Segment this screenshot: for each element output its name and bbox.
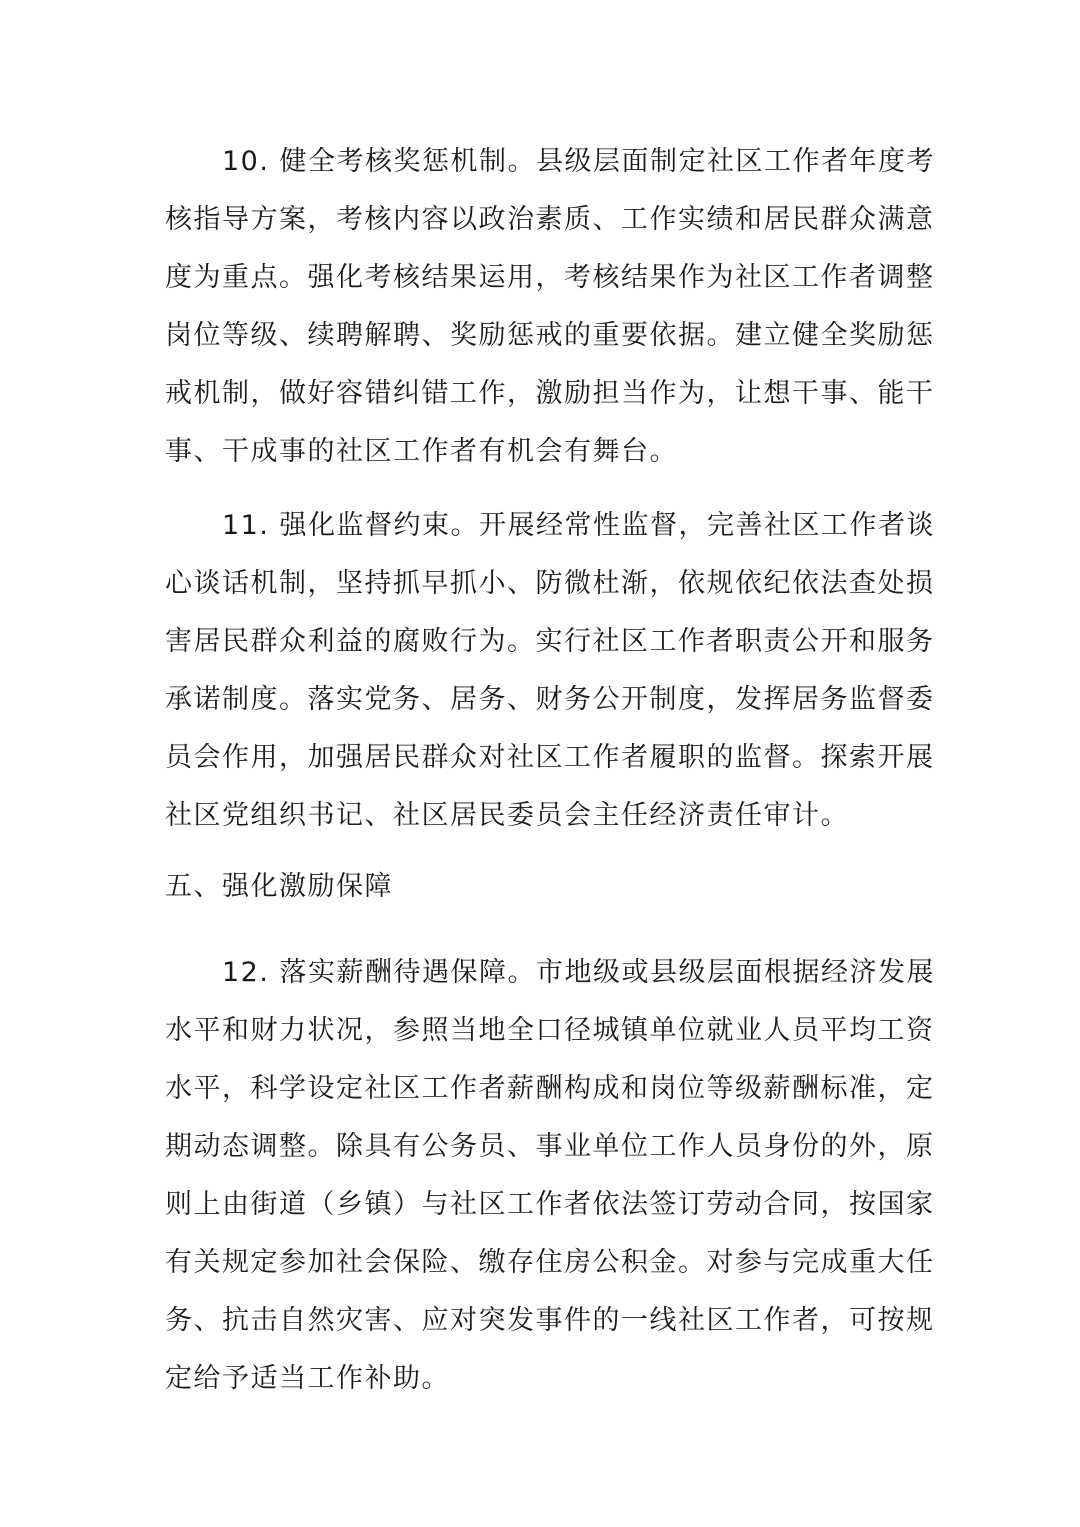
paragraph-line: 务、抗击自然灾害、应对突发事件的一线社区工作者，可按规 [165, 1305, 935, 1336]
section-heading: 五、强化激励保障 [165, 871, 393, 902]
paragraph-line: 核指导方案，考核内容以政治素质、工作实绩和居民群众满意 [165, 204, 935, 235]
paragraph-11-supervision [165, 497, 936, 845]
paragraph-line: 社区党组织书记、社区居民委员会主任经济责任审计。 [165, 800, 849, 831]
paragraph-12-salary [165, 944, 936, 1408]
paragraph-line: 害居民群众利益的腐败行为。实行社区工作者职责公开和服务 [165, 626, 935, 657]
paragraph-line: 定给予适当工作补助。 [165, 1363, 450, 1394]
paragraph-line: 水平，科学设定社区工作者薪酬构成和岗位等级薪酬标准，定 [165, 1073, 935, 1104]
paragraph-line: 则上由街道（乡镇）与社区工作者依法签订劳动合同，按国家 [165, 1189, 935, 1220]
paragraph-line: 员会作用，加强居民群众对社区工作者履职的监督。探索开展 [165, 742, 935, 773]
paragraph-line: 12. 落实薪酬待遇保障。市地级或县级层面根据经济发展 [222, 957, 936, 988]
paragraph-line: 11. 强化监督约束。开展经常性监督，完善社区工作者谈 [222, 510, 936, 541]
paragraph-line: 度为重点。强化考核结果运用，考核结果作为社区工作者调整 [165, 262, 935, 293]
paragraph-line: 戒机制，做好容错纠错工作，激励担当作为，让想干事、能干 [165, 378, 935, 409]
paragraph-line: 承诺制度。落实党务、居务、财务公开制度，发挥居务监督委 [165, 684, 935, 715]
paragraph-line: 事、干成事的社区工作者有机会有舞台。 [165, 436, 678, 467]
paragraph-line: 水平和财力状况，参照当地全口径城镇单位就业人员平均工资 [165, 1015, 935, 1046]
paragraph-line: 有关规定参加社会保险、缴存住房公积金。对参与完成重大任 [165, 1247, 935, 1278]
paragraph-line: 期动态调整。除具有公务员、事业单位工作人员身份的外，原 [165, 1131, 935, 1162]
paragraph-line: 10. 健全考核奖惩机制。县级层面制定社区工作者年度考 [222, 146, 936, 177]
paragraph-line: 岗位等级、续聘解聘、奖励惩戒的重要依据。建立健全奖励惩 [165, 320, 935, 351]
paragraph-10-assessment [165, 133, 936, 481]
paragraph-line: 心谈话机制，坚持抓早抓小、防微杜渐，依规依纪依法查处损 [165, 568, 935, 599]
